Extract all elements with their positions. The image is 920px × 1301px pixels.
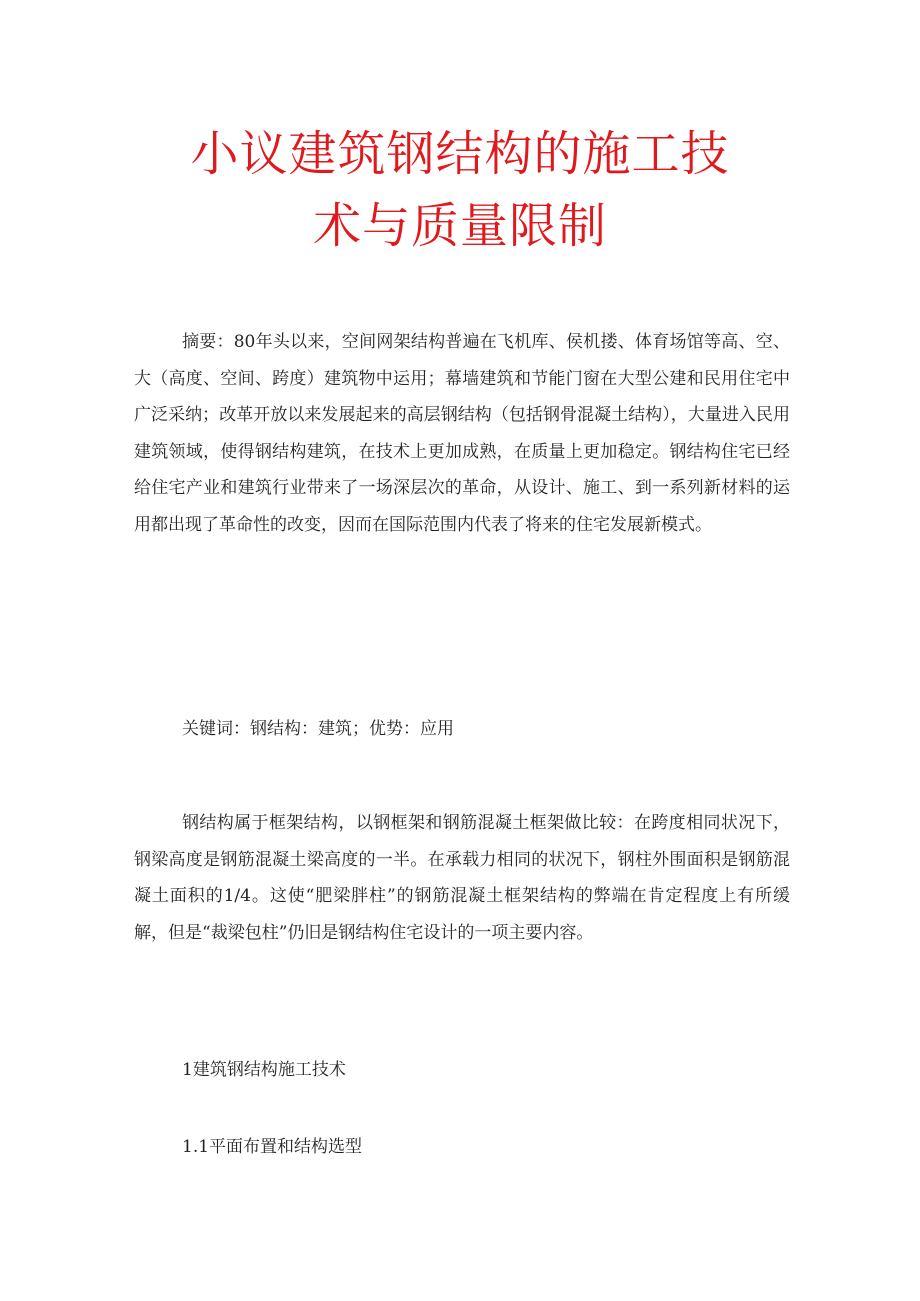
- body-paragraph: 钢结构属于框架结构，以钢框架和钢筋混凝土框架做比较：在跨度相同状况下，钢梁高度是钢筋混凝土梁高度的一半。在承载力相同的状况下，钢柱外围面积是钢筋混凝土面积的1/4。这使“肥梁胖柱”的钢筋混凝土框架结构的弊端在肯定程度上有所缓解，但是“裁梁包柱”仍旧是钢结构住宅设计的一项主要内容。: [134, 813, 790, 943]
- document-title: [130, 118, 790, 262]
- section-heading-1-1: 1.1平面布置和结构选型: [182, 1137, 363, 1157]
- title-line-1: 小议建筑钢结构的施工技: [190, 126, 730, 182]
- keywords-line: 关键词：钢结构：建筑；优势：应用: [182, 719, 454, 739]
- section-heading-1: 1建筑钢结构施工技术: [182, 1060, 346, 1080]
- abstract-paragraph: 摘要：80年头以来，空间网架结构普遍在飞机库、侯机搂、体育场馆等高、空、大（高度、空间、跨度）建筑物中运用；幕墙建筑和节能门窗在大型公建和民用住宅中广泛采纳；改革开放以来发展起来的高层钢结构（包括钢骨混凝土结构），大量进入民用建筑领域，使得钢结构建筑，在技术上更加成熟，在质量上更加稳定。钢结构住宅已经给住宅产业和建筑行业带来了一场深层次的革命，从设计、施工、到一系列新材料的运用都出现了革命性的改变，因而在国际范围内代表了将来的住宅发展新模式。: [134, 332, 790, 535]
- title-line-2: 术与质量限制: [312, 198, 607, 254]
